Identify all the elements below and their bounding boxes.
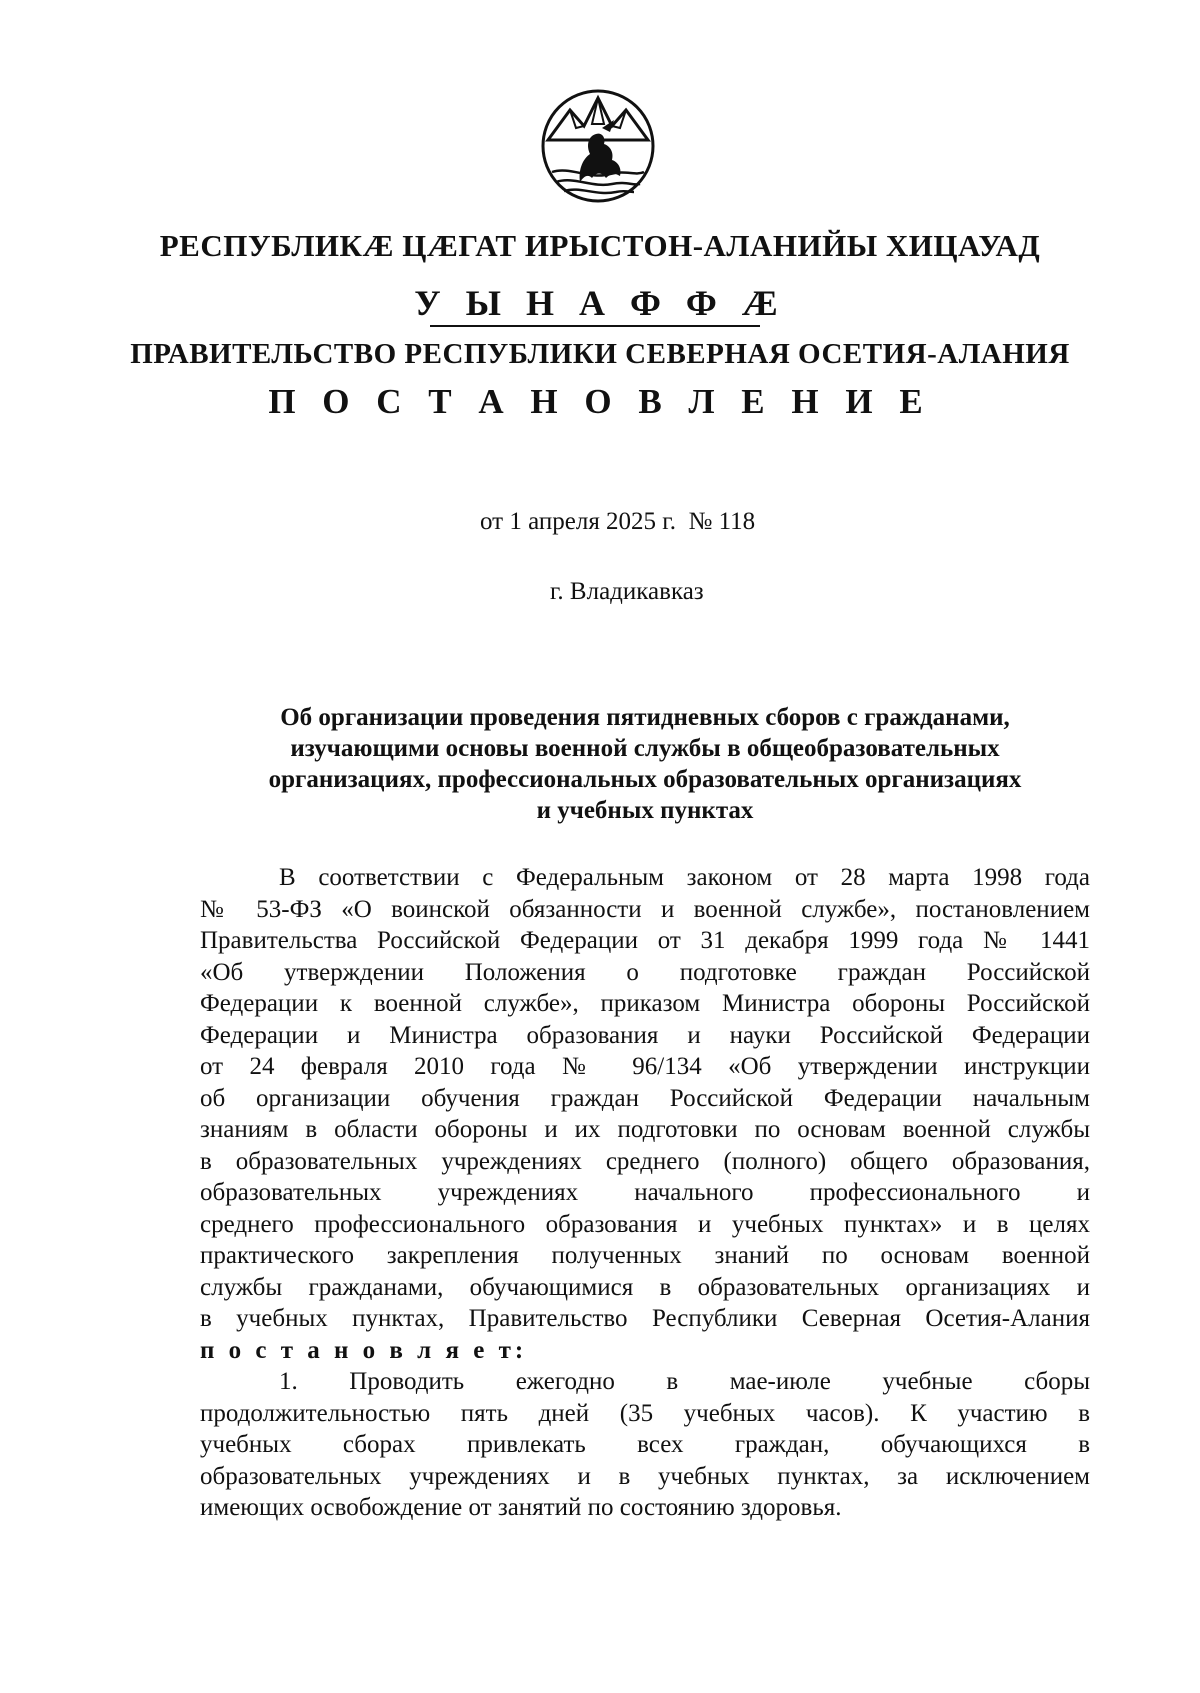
item-1-line: учебных сборах привлекать всех граждан, обучающихся в	[200, 1431, 1090, 1458]
preamble-line: «Об утверждении Положения о подготовке граждан Российской	[200, 958, 1090, 986]
preamble-line: практического закрепления полученных знаний по основам военной	[200, 1242, 1090, 1269]
item-1-line: имеющих освобождение от занятий по состоянию здоровья.	[200, 1494, 842, 1521]
preamble-line: в учебных пунктах, Правительство Республики Северная Осетия-Алания	[200, 1305, 1090, 1332]
item-1-line: 1. Проводить ежегодно в мае-июле учебные сборы	[279, 1368, 1090, 1395]
preamble-line: об организации обучения граждан Российской Федерации начальным	[200, 1084, 1090, 1112]
russian-decree-heading: П О С Т А Н О В Л Е Н И Е	[268, 382, 932, 421]
decree-date-number: от 1 апреля 2025 г. № 118	[480, 508, 756, 535]
preamble-line: Федерации к военной службе», приказом Министра обороны Российской	[200, 990, 1090, 1017]
title-line: изучающими основы военной службы в общеобразовательных	[290, 735, 1000, 762]
decree-title	[200, 702, 1090, 826]
preamble-line: от 24 февраля 2010 года № 96/134 «Об утверждении инструкции	[200, 1053, 1090, 1080]
preamble-line: среднего профессионального образования и учебных пунктах» и в целях	[200, 1210, 1090, 1238]
item-1-line: образовательных учреждениях и в учебных пунктах, за исключением	[200, 1462, 1090, 1490]
title-line: и учебных пунктах	[536, 797, 754, 824]
preamble-line: Федерации и Министра образования и науки Российской Федерации	[200, 1021, 1090, 1049]
resolves-keyword: п о с т а н о в л я е т:	[200, 1336, 528, 1364]
coat-of-arms-emblem	[540, 88, 656, 204]
preamble-line: в образовательных учреждениях среднего (полного) общего образования,	[200, 1147, 1090, 1175]
preamble-line: службы гражданами, обучающимися в образовательных организациях и	[200, 1273, 1090, 1301]
ossetian-government-heading: РЕСПУБЛИКÆ ЦÆГАТ ИРЫСТОН-АЛАНИЙЫ ХИЦАУАД	[159, 228, 1041, 263]
decree-city: г. Владикавказ	[550, 578, 704, 605]
decree-body	[200, 862, 1090, 1524]
preamble-line: образовательных учреждениях начального профессионального и	[200, 1179, 1090, 1206]
title-line: организациях, профессиональных образовательных организациях	[268, 766, 1022, 793]
preamble-line: № 53-ФЗ «О воинской обязанности и военной службе», постановлением	[200, 895, 1090, 923]
ossetian-decree-heading: У Ы Н А Ф Ф Æ	[414, 283, 786, 323]
preamble-line: Правительства Российской Федерации от 31 декабря 1999 года № 1441	[200, 927, 1090, 954]
header-divider	[430, 325, 760, 327]
title-line: Об организации проведения пятидневных сборов с гражданами,	[280, 704, 1010, 731]
preamble-line: В соответствии с Федеральным законом от 28 марта 1998 года	[279, 864, 1090, 891]
item-1-line: продолжительностью пять дней (35 учебных часов). К участию в	[200, 1399, 1090, 1427]
russian-government-heading: ПРАВИТЕЛЬСТВО РЕСПУБЛИКИ СЕВЕРНАЯ ОСЕТИЯ-АЛАНИЯ	[130, 338, 1070, 370]
preamble-line: знаниям в области обороны и их подготовки по основам военной службы	[200, 1116, 1090, 1143]
